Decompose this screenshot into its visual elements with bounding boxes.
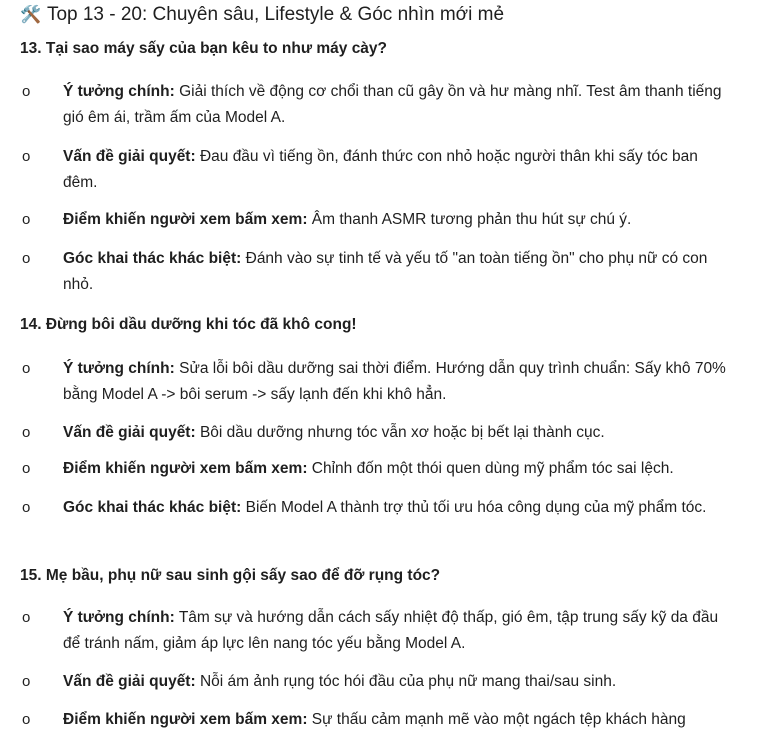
item-body: Tâm sự và hướng dẫn cách sấy nhiệt độ thấp, gió êm, tập trung sấy kỹ da đầu để tránh nấm, giảm áp lực lên nang tóc yếu bằng Model A.	[63, 609, 719, 652]
section-title-13: 13. Tại sao máy sấy của bạn kêu to như máy cày?	[20, 40, 388, 57]
bullet: o	[22, 711, 31, 728]
list-item-text	[63, 456, 735, 482]
bullet: o	[22, 360, 31, 377]
item-body: Giải thích về động cơ chổi than cũ gây ồn và hư màng nhĩ. Test âm thanh tiếng gió êm ái, trầm ấm của Model A.	[63, 83, 722, 126]
page-heading	[20, 2, 504, 28]
item-body: Bôi dầu dưỡng nhưng tóc vẫn xơ hoặc bị bết lại thành cục.	[195, 424, 605, 441]
list-item-text	[63, 495, 735, 521]
item-body: Đau đầu vì tiếng ồn, đánh thức con nhỏ hoặc người thân khi sấy tóc ban đêm.	[63, 148, 698, 191]
item-label: Góc khai thác khác biệt:	[63, 499, 242, 516]
item-label: Ý tưởng chính:	[63, 360, 175, 377]
bullet: o	[22, 460, 31, 477]
item-label: Ý tưởng chính:	[63, 609, 175, 626]
item-body: Sửa lỗi bôi dầu dưỡng sai thời điểm. Hướng dẫn quy trình chuẩn: Sấy khô 70% bằng Model A -> bôi serum -> sấy lạnh đến khi khô hẳn.	[63, 360, 726, 403]
list-item-text	[63, 144, 735, 195]
list-item-text	[63, 707, 735, 729]
item-label: Ý tưởng chính:	[63, 83, 175, 100]
section-title-15: 15. Mẹ bầu, phụ nữ sau sinh gội sấy sao để đỡ rụng tóc?	[20, 567, 441, 584]
item-label: Điểm khiến người xem bấm xem:	[63, 711, 308, 728]
list-item-text	[63, 79, 735, 130]
list-item-text	[63, 356, 735, 407]
item-label: Điểm khiến người xem bấm xem:	[63, 211, 308, 228]
page-heading-text: Top 13 - 20: Chuyên sâu, Lifestyle & Góc nhìn mới mẻ	[46, 4, 505, 25]
item-body: Chỉnh đốn một thói quen dùng mỹ phẩm tóc sai lệch.	[307, 460, 674, 477]
bullet: o	[22, 83, 31, 100]
item-label: Điểm khiến người xem bấm xem:	[63, 460, 308, 477]
item-label: Vấn đề giải quyết:	[63, 148, 196, 165]
tools-icon: 🛠️	[20, 5, 42, 24]
item-label: Vấn đề giải quyết:	[63, 424, 196, 441]
bullet: o	[22, 424, 31, 441]
item-body: Âm thanh ASMR tương phản thu hút sự chú ý.	[307, 211, 632, 228]
bullet: o	[22, 250, 31, 267]
bullet: o	[22, 148, 31, 165]
section-title-14: 14. Đừng bôi dầu dưỡng khi tóc đã khô cong!	[20, 316, 357, 333]
item-body: Đánh vào sự tinh tế và yếu tố "an toàn tiếng ồn" cho phụ nữ có con nhỏ.	[63, 250, 708, 293]
list-item-text	[63, 246, 735, 297]
bullet: o	[22, 673, 31, 690]
bullet: o	[22, 211, 31, 228]
bullet: o	[22, 499, 31, 516]
item-label: Góc khai thác khác biệt:	[63, 250, 242, 267]
list-item-text	[63, 207, 735, 233]
item-body: Sự thấu cảm mạnh mẽ vào một ngách tệp khách hàng	[307, 711, 686, 728]
item-body: Nỗi ám ảnh rụng tóc hói đầu của phụ nữ mang thai/sau sinh.	[195, 673, 617, 690]
list-item-text	[63, 605, 735, 656]
list-item-text	[63, 669, 735, 695]
item-body: Biến Model A thành trợ thủ tối ưu hóa công dụng của mỹ phẩm tóc.	[241, 499, 707, 516]
item-label: Vấn đề giải quyết:	[63, 673, 196, 690]
list-item-text	[63, 420, 735, 446]
bullet: o	[22, 609, 31, 626]
